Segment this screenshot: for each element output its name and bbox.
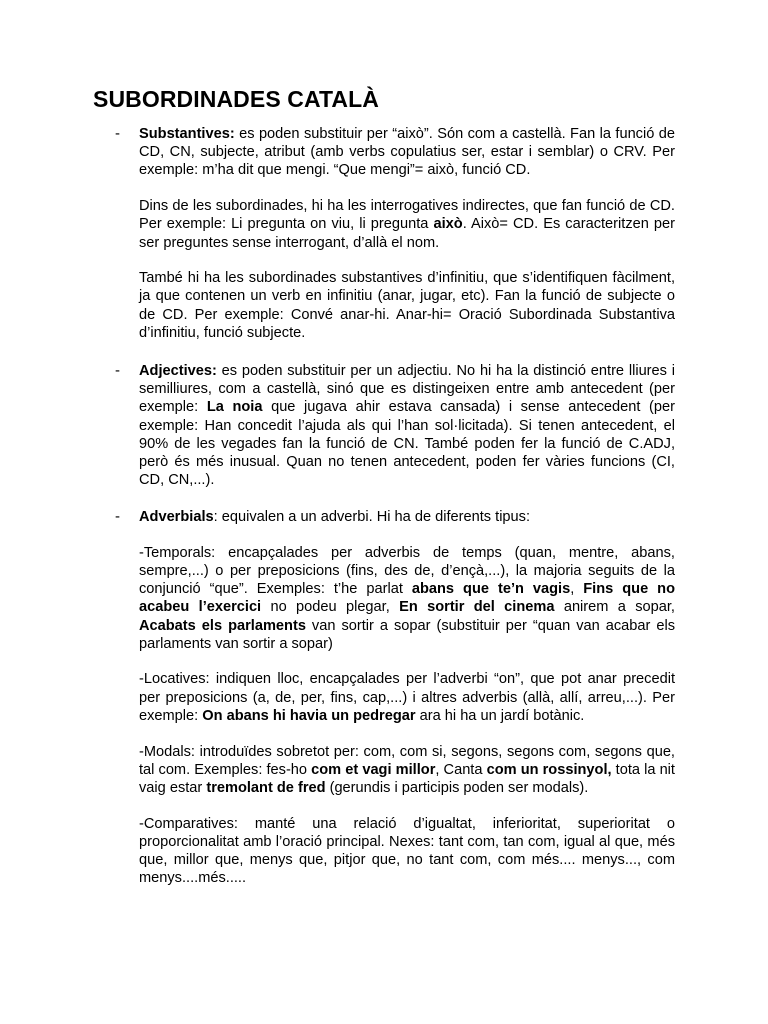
text-run: (gerundis i participis poden ser modals). [325, 779, 589, 796]
bold-text: això [433, 216, 463, 233]
text-run: es poden substituir per “això”. Són com a castellà. Fan la funció de CD, CN, subjecte, atribut (amb verbs copulatius ser, estar i semblar) o CRV. Per exemple: m’ha dit que mengi. “Que mengi”= això, funció CD. [139, 126, 675, 179]
text-run: van sortir a sopar (substituir per “quan van acabar els parlaments van sortir a sopar) [139, 617, 675, 652]
text-run: -Locatives: indiquen lloc, encapçalades per l’adverbi “on”, que pot anar precedit per preposicions (a, de, per, fins, cap,...) i altres adverbis (allà, allí, arreu,...). Per exemple: [139, 671, 675, 724]
text-run: , Canta [435, 761, 487, 778]
text-run: -Comparatives: manté una relació d’igualtat, inferioritat, superioritat o proporcionalitat amb l’oració principal. Nexes: tant com, tan com, igual al que, més que, millor que, menys que, pitjor que, no tant com, com més.... menys..., com menys....més..... [139, 815, 675, 887]
list-dash: - [115, 508, 120, 525]
bold-text: Adjectives: [139, 363, 217, 379]
text-run: -Modals: introduïdes sobretot per: com, com si, segons, segons com, segons que, tal com. Exemples: fes-ho [139, 743, 675, 778]
section-adverbials [115, 508, 675, 887]
section-body [139, 362, 675, 489]
text-run: , [570, 581, 584, 598]
text-run: es poden substituir per un adjectiu. No hi ha la distinció entre lliures i semilliures, com a castellà, sinó que es distingeixen entre amb antecedent (per exemple: [139, 363, 675, 416]
paragraph [139, 125, 675, 180]
text-run: Dins de les subordinades, hi ha les interrogatives indirectes, que fan funció de CD. Per exemple: Li pregunta on viu, li pregunta [139, 198, 675, 233]
bold-text: abans que te’n vagis [411, 581, 571, 598]
list-dash: - [115, 125, 120, 142]
bold-text: Fins que no acabeu l’exercici [139, 581, 676, 616]
paragraph [139, 362, 675, 489]
document-title: SUBORDINADES CATALÀ [93, 86, 379, 112]
text-run: no podeu plegar, [261, 599, 400, 616]
section-body [139, 125, 675, 342]
paragraph [139, 269, 675, 342]
bold-text: En sortir del cinema [399, 599, 555, 616]
bold-text: Acabats els parlaments [139, 617, 306, 634]
bold-text: Adverbials [139, 509, 214, 525]
text-run: que jugava ahir estava cansada) i sense antecedent (per exemple: Han concedit l’ajuda als qui l’han sol·licitada). Si tenen antecedent, el 90% de les vegades fan la funció de CN. També poden fer la funció de C.ADJ, però és més inusual. Quan no tenen antecedent, poden fer vàries funcions (CI, CD, CN,...). [139, 399, 675, 489]
text-run: . Això= CD. Es caracteritzen per ser preguntes sense interrogant, d’allà el nom. [139, 216, 676, 251]
bold-text: La noia [206, 399, 263, 416]
list-dash: - [115, 362, 120, 379]
paragraph [139, 508, 675, 526]
bold-text: On abans hi havia un pedregar [202, 707, 416, 724]
text-run: anirem a sopar, [554, 599, 675, 616]
paragraph [139, 197, 675, 252]
text-run: : equivalen a un adverbi. Hi ha de diferents tipus: [213, 509, 531, 525]
paragraph [139, 670, 675, 725]
paragraph [139, 544, 675, 653]
bold-text: com un rossinyol, [486, 761, 612, 778]
section-body [139, 508, 675, 887]
paragraph [139, 743, 675, 798]
bold-text: tremolant de fred [206, 779, 326, 796]
text-run: -Temporals: encapçalades per adverbis de temps (quan, mentre, abans, sempre,...) o per preposicions (fins, des de, d’ençà,...), la majoria seguits de la conjunció “que”. Exemples: t’he parlat [139, 544, 675, 598]
bold-text: com et vagi millor [311, 761, 436, 778]
section-adjectives [115, 362, 675, 489]
bold-text: Substantives: [139, 126, 235, 142]
paragraph [139, 815, 675, 888]
text-run: ara hi ha un jardí botànic. [415, 707, 585, 724]
section-substantives [115, 125, 675, 342]
text-run: tota la nit vaig estar [139, 761, 675, 796]
text-run: També hi ha les subordinades substantives d’infinitiu, que s’identifiquen fàcilment, ja que contenen un verb en infinitiu (anar, jugar, etc). Fan la funció de subjecte o de CD. Per exemple: Convé anar-hi. Anar-hi= Oració Subordinada Substantiva d’infinitiu, funció subjecte. [139, 270, 675, 341]
